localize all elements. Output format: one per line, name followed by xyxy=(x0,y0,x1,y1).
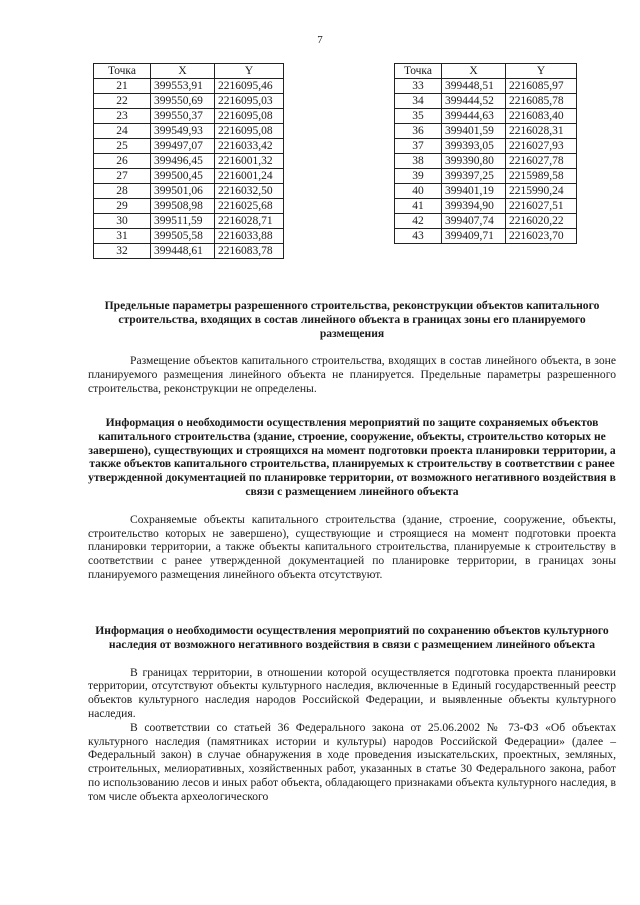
cell-y: 2216095,08 xyxy=(215,109,284,124)
cell-point: 32 xyxy=(94,244,151,259)
table-row xyxy=(94,124,284,139)
cell-y: 2216028,71 xyxy=(215,214,284,229)
limits-paragraph: Размещение объектов капитального строительства, входящих в состав линейного объекта, в зоне планируемого размещения линейного объекта не планируется. Предельные параметры разрешенного строительства, реконструкции не определены. xyxy=(88,354,616,395)
cell-y: 2216095,08 xyxy=(215,124,284,139)
cell-point: 22 xyxy=(94,94,151,109)
cell-y: 2215990,24 xyxy=(506,184,577,199)
table-row xyxy=(395,109,577,124)
cell-x: 399444,63 xyxy=(442,109,506,124)
cell-point: 29 xyxy=(94,199,151,214)
table-row xyxy=(395,154,577,169)
cell-x: 399407,74 xyxy=(442,214,506,229)
table-row xyxy=(395,79,577,94)
cell-point: 36 xyxy=(395,124,442,139)
cell-y: 2216085,97 xyxy=(506,79,577,94)
cell-y: 2216027,93 xyxy=(506,139,577,154)
cell-x: 399501,06 xyxy=(151,184,215,199)
cell-y: 2216028,31 xyxy=(506,124,577,139)
cell-point: 24 xyxy=(94,124,151,139)
page-number: 7 xyxy=(317,34,323,46)
cell-point: 37 xyxy=(395,139,442,154)
table-row xyxy=(395,139,577,154)
cell-point: 43 xyxy=(395,229,442,244)
cell-x: 399401,19 xyxy=(442,184,506,199)
table-row xyxy=(395,94,577,109)
heritage-paragraph-1: В границах территории, в отношении которой осуществляется подготовка проекта планировки территории, отсутствуют объекты культурного наследия, включенные в Единый государственный реестр объектов культурного наследия народов Российской Федерации, и выявленные объекты культурного наследия. xyxy=(88,665,616,720)
cell-point: 41 xyxy=(395,199,442,214)
cell-x: 399549,93 xyxy=(151,124,215,139)
protection-section xyxy=(88,416,616,582)
cell-y: 2216095,03 xyxy=(215,94,284,109)
table-row xyxy=(94,109,284,124)
table-row xyxy=(94,244,284,259)
table-row xyxy=(94,184,284,199)
cell-point: 34 xyxy=(395,94,442,109)
cell-point: 27 xyxy=(94,169,151,184)
cell-x: 399397,25 xyxy=(442,169,506,184)
cell-x: 399444,52 xyxy=(442,94,506,109)
cell-point: 38 xyxy=(395,154,442,169)
cell-y: 2216095,46 xyxy=(215,79,284,94)
table-row xyxy=(94,94,284,109)
cell-x: 399511,59 xyxy=(151,214,215,229)
cell-x: 399553,91 xyxy=(151,79,215,94)
cell-x: 399394,90 xyxy=(442,199,506,214)
cell-y: 2216027,51 xyxy=(506,199,577,214)
cell-y: 2216020,22 xyxy=(506,214,577,229)
table-row xyxy=(94,154,284,169)
cell-y: 2216023,70 xyxy=(506,229,577,244)
protection-heading: Информация о необходимости осуществления мероприятий по защите сохраняемых объектов капитального строительства (здание, строение, сооружение, объекты, строительство которых не завершено), существующих и строящихся на момент подготовки проекта планировки территории, а также объектов капитального строительства, планируемых к строительству в соответствии с ранее утвержденной документацией по планировке территории, от возможного негативного воздействия в связи с размещением линейного объекта xyxy=(88,416,616,498)
cell-point: 21 xyxy=(94,79,151,94)
cell-point: 40 xyxy=(395,184,442,199)
cell-point: 42 xyxy=(395,214,442,229)
table-row xyxy=(395,214,577,229)
table-row xyxy=(94,169,284,184)
cell-point: 23 xyxy=(94,109,151,124)
cell-x: 399496,45 xyxy=(151,154,215,169)
cell-y: 2215989,58 xyxy=(506,169,577,184)
cell-point: 26 xyxy=(94,154,151,169)
cell-x: 399500,45 xyxy=(151,169,215,184)
coordinates-table-right-body xyxy=(395,79,577,244)
table-row xyxy=(94,199,284,214)
cell-x: 399550,69 xyxy=(151,94,215,109)
cell-y: 2216083,78 xyxy=(215,244,284,259)
limits-heading: Предельные параметры разрешенного строительства, реконструкции объектов капитального строительства, входящих в состав линейного объекта в границах зоны его планируемого размещения xyxy=(104,299,600,340)
coordinates-table-left-body xyxy=(94,79,284,259)
heritage-section xyxy=(88,624,616,804)
heritage-heading: Информация о необходимости осуществления мероприятий по сохранению объектов культурного наследия от возможного негативного воздействия в связи с размещением линейного объекта xyxy=(95,624,609,651)
heritage-paragraph-2: В соответствии со статьей 36 Федерального закона от 25.06.2002 № 73-ФЗ «Об объектах культурного наследия (памятниках истории и культуры) народов Российской Федерации» (далее – Федеральный закон) в случае обнаружения в ходе проведения изыскательских, проектных, земляных, строительных, мелиоративных, хозяйственных работ, указанных в статье 30 Федерального закона, работ по использованию лесов и иных работ объекта, обладающего признаками объекта культурного наследия, в том числе объекта археологического xyxy=(88,720,616,803)
cell-x: 399390,80 xyxy=(442,154,506,169)
cell-point: 31 xyxy=(94,229,151,244)
table-row xyxy=(395,229,577,244)
coordinates-table-right xyxy=(394,63,577,244)
column-header-y: Y xyxy=(215,64,284,79)
table-row xyxy=(395,199,577,214)
column-header-x: X xyxy=(442,64,506,79)
cell-x: 399497,07 xyxy=(151,139,215,154)
cell-x: 399508,98 xyxy=(151,199,215,214)
column-header-point: Точка xyxy=(395,64,442,79)
cell-x: 399550,37 xyxy=(151,109,215,124)
cell-x: 399448,61 xyxy=(151,244,215,259)
table-row xyxy=(395,124,577,139)
table-row xyxy=(94,229,284,244)
cell-y: 2216033,88 xyxy=(215,229,284,244)
cell-y: 2216001,32 xyxy=(215,154,284,169)
cell-y: 2216085,78 xyxy=(506,94,577,109)
table-row xyxy=(395,169,577,184)
cell-point: 28 xyxy=(94,184,151,199)
cell-y: 2216025,68 xyxy=(215,199,284,214)
cell-y: 2216032,50 xyxy=(215,184,284,199)
coordinates-table-left xyxy=(93,63,284,259)
cell-x: 399401,59 xyxy=(442,124,506,139)
cell-point: 35 xyxy=(395,109,442,124)
cell-point: 39 xyxy=(395,169,442,184)
cell-y: 2216027,78 xyxy=(506,154,577,169)
cell-y: 2216033,42 xyxy=(215,139,284,154)
cell-x: 399393,05 xyxy=(442,139,506,154)
table-row xyxy=(94,79,284,94)
column-header-point: Точка xyxy=(94,64,151,79)
table-header-row xyxy=(94,64,284,79)
cell-y: 2216001,24 xyxy=(215,169,284,184)
table-row xyxy=(94,214,284,229)
column-header-y: Y xyxy=(506,64,577,79)
limits-section xyxy=(88,299,616,396)
cell-point: 33 xyxy=(395,79,442,94)
protection-paragraph: Сохраняемые объекты капитального строительства (здание, строение, сооружение, объекты, строительство которых не завершено), существующие и строящиеся на момент подготовки проекта планировки территории, а также объекты капитального строительства, планируемые к строительству в соответствии с ранее утвержденной документацией по планировке территории, в границах зоны планируемого размещения линейного объекта отсутствуют. xyxy=(88,512,616,581)
cell-point: 30 xyxy=(94,214,151,229)
cell-x: 399409,71 xyxy=(442,229,506,244)
column-header-x: X xyxy=(151,64,215,79)
table-row xyxy=(395,184,577,199)
table-row xyxy=(94,139,284,154)
cell-y: 2216083,40 xyxy=(506,109,577,124)
cell-point: 25 xyxy=(94,139,151,154)
cell-x: 399505,58 xyxy=(151,229,215,244)
table-header-row xyxy=(395,64,577,79)
cell-x: 399448,51 xyxy=(442,79,506,94)
